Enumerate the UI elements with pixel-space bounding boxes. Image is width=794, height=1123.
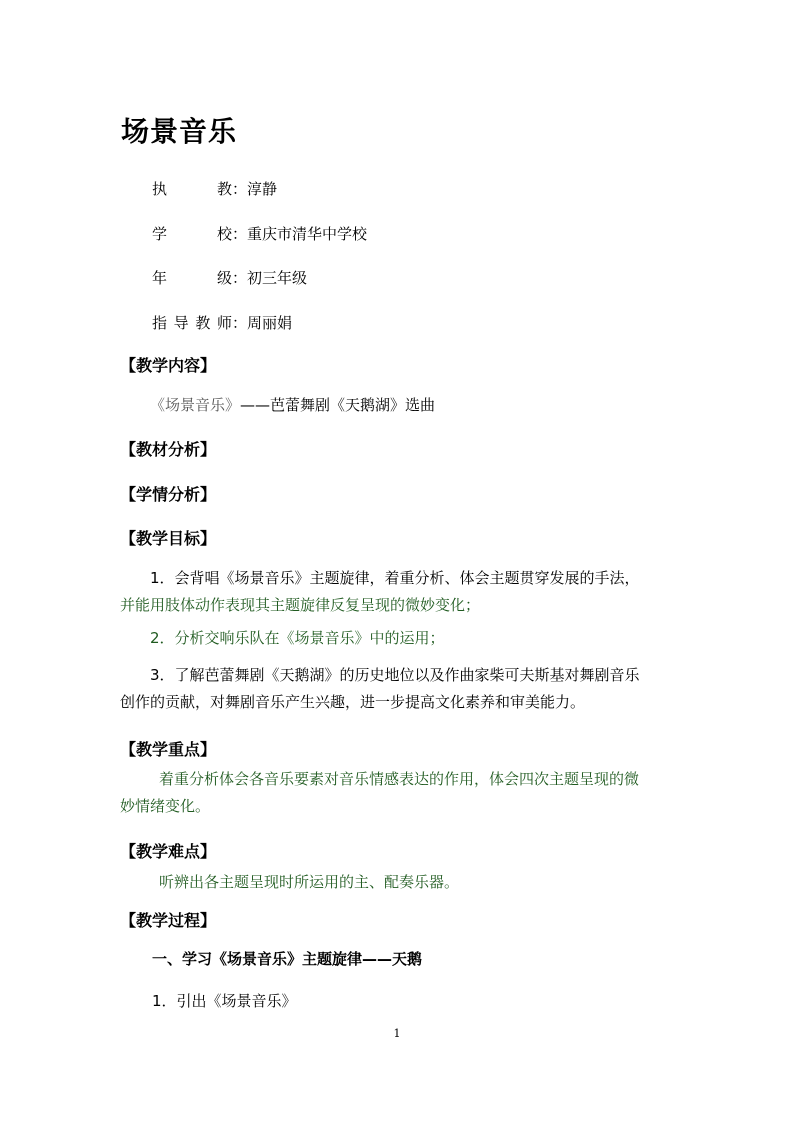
process-subheading-1: 一、学习《场景音乐》主题旋律——天鹅	[152, 950, 423, 968]
heading-key-points: 【教学重点】	[120, 740, 217, 759]
teaching-content-text	[150, 392, 435, 419]
info-school: 学 校：重庆市清华中学校	[152, 225, 368, 243]
info-advisor-value: 周丽娟	[247, 314, 293, 332]
info-teacher: 执 教：淳静	[152, 180, 278, 198]
info-grade-label: 年 级	[152, 269, 232, 287]
info-teacher-value: 淳静	[247, 180, 278, 198]
info-advisor: 指导教师：周丽娟	[152, 314, 293, 332]
goal-3-line-1: 3．了解芭蕾舞剧《天鹅湖》的历史地位以及作曲家柴可夫斯基对舞剧音乐	[150, 666, 640, 684]
info-grade-value: 初三年级	[247, 269, 308, 287]
info-school-label: 学 校	[152, 225, 232, 243]
goal-2: 2．分析交响乐队在《场景音乐》中的运用；	[150, 629, 445, 647]
heading-material-analysis: 【教材分析】	[120, 440, 217, 459]
heading-teaching-goals: 【教学目标】	[120, 529, 217, 548]
info-teacher-label: 执 教	[152, 180, 232, 198]
goal-1-line-1: 1．会背唱《场景音乐》主题旋律，着重分析、体会主题贯穿发展的手法，	[150, 569, 640, 587]
heading-teaching-process: 【教学过程】	[120, 911, 217, 930]
heading-student-analysis: 【学情分析】	[120, 485, 217, 504]
difficulties-text: 听辨出各主题呈现时所运用的主、配奏乐器。	[159, 873, 460, 891]
info-grade: 年 级：初三年级	[152, 269, 308, 287]
key-points-line-2: 妙情绪变化。	[120, 797, 211, 815]
goal-1-line-2: 并能用肢体动作表现其主题旋律反复呈现的微妙变化；	[120, 596, 481, 614]
goal-3-line-2: 创作的贡献，对舞剧音乐产生兴趣，进一步提高文化素养和审美能力。	[120, 693, 586, 711]
info-advisor-label: 指导教师	[152, 314, 232, 332]
info-school-value: 重庆市清华中学校	[247, 225, 368, 243]
teaching-content-subtitle: ——芭蕾舞剧《天鹅湖》选曲	[240, 396, 436, 414]
page-number: 1	[393, 1027, 401, 1040]
document-title: 场景音乐	[121, 115, 238, 148]
heading-teaching-content: 【教学内容】	[120, 356, 217, 375]
heading-difficulties: 【教学难点】	[120, 842, 217, 861]
key-points-line-1: 着重分析体会各音乐要素对音乐情感表达的作用，体会四次主题呈现的微	[159, 770, 640, 788]
process-item-1: 1．引出《场景音乐》	[152, 992, 297, 1010]
teaching-content-title: 《场景音乐》	[150, 396, 241, 414]
